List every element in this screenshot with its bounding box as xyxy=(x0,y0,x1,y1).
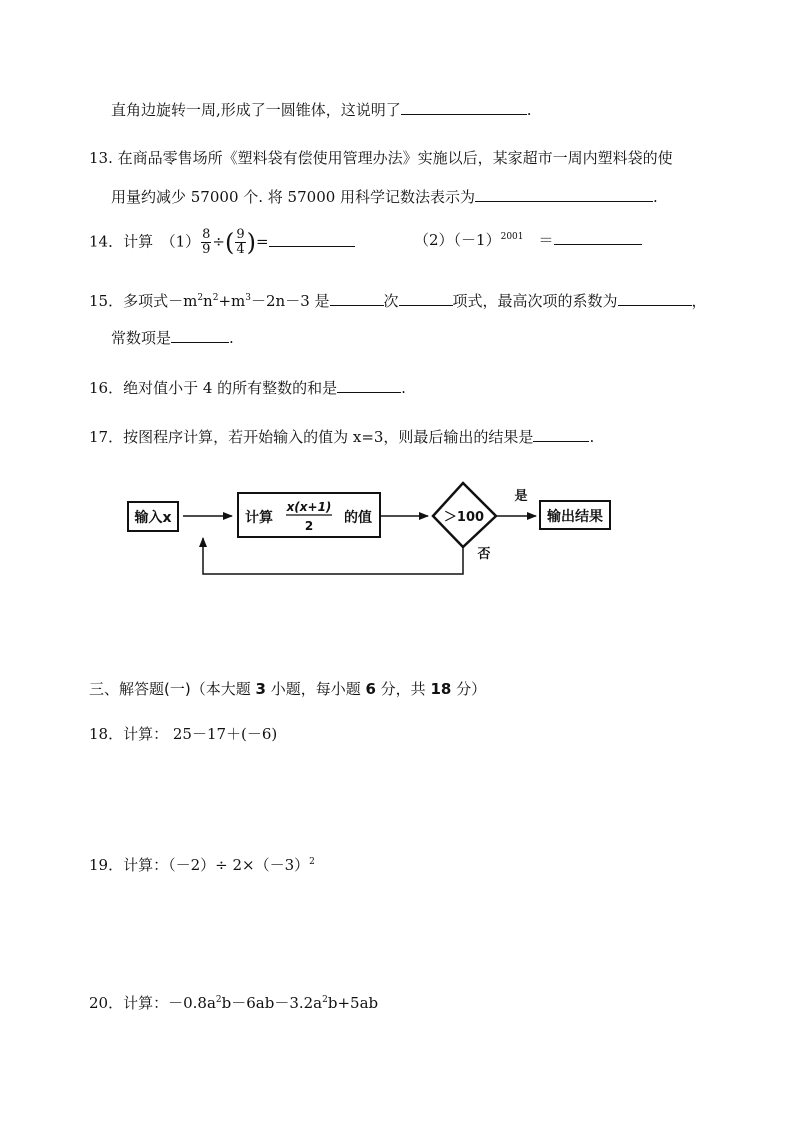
question-15-line-2 xyxy=(111,326,234,348)
q13-line1: 13. 在商品零售场所《塑料袋有偿使用管理办法》实施以后，某家超市一周内塑料袋的使 xyxy=(89,149,673,167)
q15-text-d: －2n－3 是 xyxy=(250,292,330,310)
q13-line2: 用量约减少 57000 个. 将 57000 用科学记数法表示为 xyxy=(111,188,476,206)
input-label: 输入x xyxy=(134,510,172,526)
q14-f2-denominator: 4 xyxy=(236,242,245,257)
calc-frac-denominator: 2 xyxy=(304,519,314,533)
q20-text-a: 20．计算：－0.8a xyxy=(89,994,216,1012)
q14-divide: ÷ xyxy=(212,232,225,251)
section-3-heading xyxy=(89,679,486,699)
q15-sup-a: 2 xyxy=(197,293,204,303)
q15-coefficient-blank[interactable] xyxy=(618,289,692,306)
value-label: 的值 xyxy=(344,510,372,526)
q14-f2-numerator: 9 xyxy=(236,227,245,242)
q15-end: . xyxy=(229,329,234,347)
section3-points-each: 6 xyxy=(365,680,376,698)
q14-answer-blank-2[interactable] xyxy=(554,228,642,245)
q14-part2: （2）（－1） xyxy=(414,231,501,249)
question-18-line xyxy=(89,724,277,744)
section3-title-c: 分，共 xyxy=(375,680,431,698)
q15-terms-blank[interactable] xyxy=(399,289,453,306)
q19-exponent: 2 xyxy=(309,857,315,867)
q17-answer-blank[interactable] xyxy=(533,425,589,442)
q20-text-c: b+5ab xyxy=(327,994,379,1012)
calc-label: 计算 xyxy=(245,510,273,526)
q15-ci: 次 xyxy=(383,292,399,310)
q14-f1-numerator: 8 xyxy=(202,227,211,242)
arrow-no-loop-back xyxy=(203,538,463,574)
q20-text-b: b－6ab－3.2a xyxy=(221,994,323,1012)
q16-answer-blank[interactable] xyxy=(337,376,401,393)
q12-answer-blank[interactable] xyxy=(401,98,527,115)
q15-sup-b: 2 xyxy=(212,293,219,303)
condition-label: ＞100 xyxy=(443,510,485,525)
q15-text-b: n xyxy=(203,292,213,310)
q14-equals: = xyxy=(256,232,269,251)
q15-text-a: 15．多项式－m xyxy=(89,292,198,310)
q13-answer-blank[interactable] xyxy=(475,185,653,202)
section3-count: 3 xyxy=(255,680,266,698)
q14-close-paren: ) xyxy=(246,228,257,257)
question-19-line xyxy=(89,855,315,875)
q14-f1-denominator: 9 xyxy=(202,242,211,257)
q15-degree-blank[interactable] xyxy=(330,289,384,306)
q13-end: . xyxy=(653,188,658,206)
q17-text: 17．按图程序计算，若开始输入的值为 x=3，则最后输出的结果是 xyxy=(89,428,534,446)
q18-text: 18．计算： 25－17＋(－6) xyxy=(89,725,278,743)
q14-open-paren: ( xyxy=(225,228,235,257)
q14-fraction-1 xyxy=(201,228,211,257)
question-16-line xyxy=(89,376,406,398)
q15-line2: 常数项是 xyxy=(111,329,172,347)
calc-frac-numerator: x(x+1) xyxy=(286,500,332,514)
q14-exponent: 2001 xyxy=(500,232,524,242)
yes-label: 是 xyxy=(514,489,528,504)
q17-end: . xyxy=(589,428,595,446)
question-14-part-2 xyxy=(414,228,642,250)
q12-end: . xyxy=(526,101,532,119)
q15-text-c: +m xyxy=(218,292,246,310)
section3-title-b: 小题，每小题 xyxy=(265,680,366,698)
q14-prefix: 14．计算 （1） xyxy=(89,232,201,251)
q15-comma: ， xyxy=(691,292,707,310)
q14-equals-2: ＝ xyxy=(538,231,554,249)
q15-sup-c: 3 xyxy=(245,293,251,303)
section3-total: 18 xyxy=(430,680,452,698)
q14-answer-blank-1[interactable] xyxy=(269,230,355,247)
q15-constant-blank[interactable] xyxy=(171,326,229,343)
question-13-line-1 xyxy=(89,148,673,168)
question-12-line xyxy=(111,98,532,120)
question-14-line xyxy=(89,228,355,257)
section3-title-d: 分） xyxy=(451,680,487,698)
question-13-line-2 xyxy=(111,185,658,207)
output-label: 输出结果 xyxy=(547,509,603,525)
q14-fraction-2 xyxy=(235,228,245,257)
q16-end: . xyxy=(401,379,406,397)
q20-sup-b: 2 xyxy=(322,995,328,1005)
q15-xiangshi: 项式，最高次项的系数为 xyxy=(452,292,618,310)
question-17-line xyxy=(89,425,594,447)
q16-text: 16．绝对值小于 4 的所有整数的和是 xyxy=(89,379,338,397)
no-label: 否 xyxy=(477,547,491,562)
q20-sup-a: 2 xyxy=(215,995,222,1005)
section3-title-a: 三、解答题(一)（本大题 xyxy=(89,680,256,698)
q19-text: 19．计算：（－2）÷ 2×（－3） xyxy=(89,856,310,874)
question-20-line xyxy=(89,993,378,1013)
q12-text: 直角边旋转一周,形成了一圆锥体，这说明了 xyxy=(111,101,401,119)
program-flowchart xyxy=(120,478,620,583)
question-15-line-1 xyxy=(89,289,707,311)
